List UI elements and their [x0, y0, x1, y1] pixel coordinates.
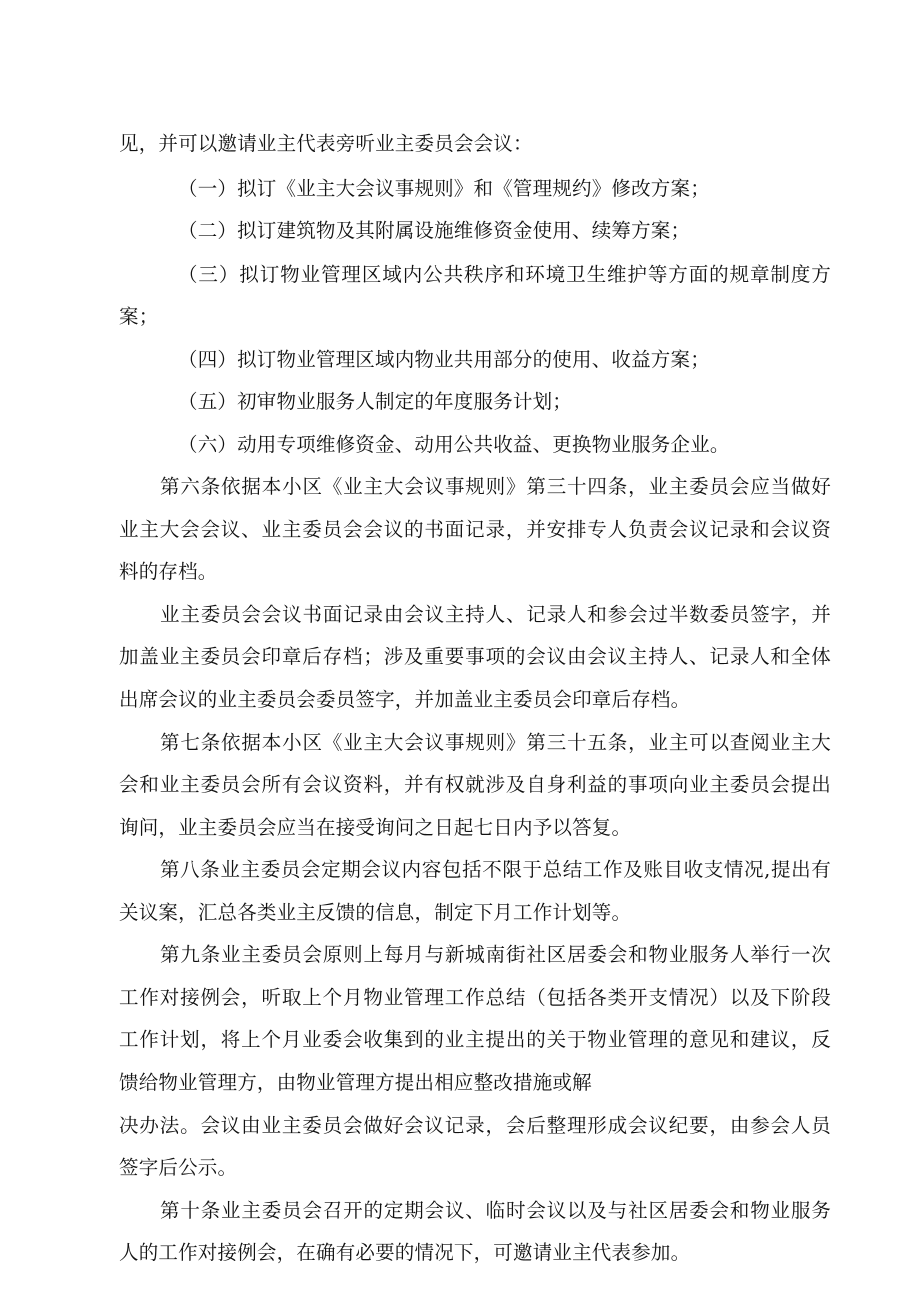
article-line: 第六条依据本小区《业主大会议事规则》第三十四条，业主委员会应当做好 — [160, 475, 831, 498]
text-line: 工作对接例会，听取上个月物业管理工作总结（包括各类开支情况）以及下阶段 — [119, 986, 831, 1009]
text-line: 签字后公示。 — [119, 1156, 238, 1179]
text-line: 决办法。会议由业主委员会做好会议记录，会后整理形成会议纪要，由参会人员 — [119, 1114, 831, 1137]
text-line: 人的工作对接例会，在确有必要的情况下，可邀请业主代表参加。 — [119, 1241, 691, 1264]
paragraph-line: 业主委员会会议书面记录由会议主持人、记录人和参会过半数委员签字，并 — [160, 603, 831, 626]
article-line: 第九条业主委员会原则上每月与新城南街社区居委会和物业服务人举行一次 — [160, 943, 831, 966]
text-line: 出席会议的业主委员会委员签字，并加盖业主委员会印章后存档。 — [119, 688, 691, 711]
text-line: 询问，业主委员会应当在接受询问之日起七日内予以答复。 — [119, 816, 632, 839]
text-line: 加盖业主委员会印章后存档；涉及重要事项的会议由会议主持人、记录人和全体 — [119, 645, 831, 668]
text-line: 业主大会会议、业主委员会会议的书面记录，并安排专人负责会议记录和会议资 — [119, 518, 831, 541]
text-line: 案； — [119, 305, 159, 328]
article-line: 第八条业主委员会定期会议内容包括不限于总结工作及账目收支情况,提出有 — [160, 858, 831, 881]
list-item: （一）拟订《业主大会议事规则》和《管理规约》修改方案； — [178, 177, 710, 200]
text-line: 料的存档。 — [119, 560, 218, 583]
list-item: （三）拟订物业管理区域内公共秩序和环境卫生维护等方面的规章制度方 — [178, 263, 831, 286]
text-line: 馈给物业管理方，由物业管理方提出相应整改措施或解 — [119, 1071, 592, 1094]
list-item: （四）拟订物业管理区域内物业共用部分的使用、收益方案； — [178, 348, 710, 371]
list-item: （五）初审物业服务人制定的年度服务计划； — [178, 390, 573, 413]
text-line: 关议案，汇总各类业主反馈的信息，制定下月工作计划等。 — [119, 901, 632, 924]
article-line: 第七条依据本小区《业主大会议事规则》第三十五条，业主可以查阅业主大 — [160, 731, 831, 754]
text-line: 工作计划，将上个月业委会收集到的业主提出的关于物业管理的意见和建议，反 — [119, 1028, 831, 1051]
list-item: （二）拟订建筑物及其附属设施维修资金使用、续筹方案； — [178, 219, 691, 242]
text-line: 见，并可以邀请业主代表旁听业主委员会会议： — [119, 132, 533, 155]
text-line: 会和业主委员会所有会议资料，并有权就涉及自身利益的事项向业主委员会提出 — [119, 773, 831, 796]
article-line: 第十条业主委员会召开的定期会议、临时会议以及与社区居委会和物业服务 — [160, 1199, 831, 1222]
list-item: （六）动用专项维修资金、动用公共收益、更换物业服务企业。 — [178, 433, 730, 456]
